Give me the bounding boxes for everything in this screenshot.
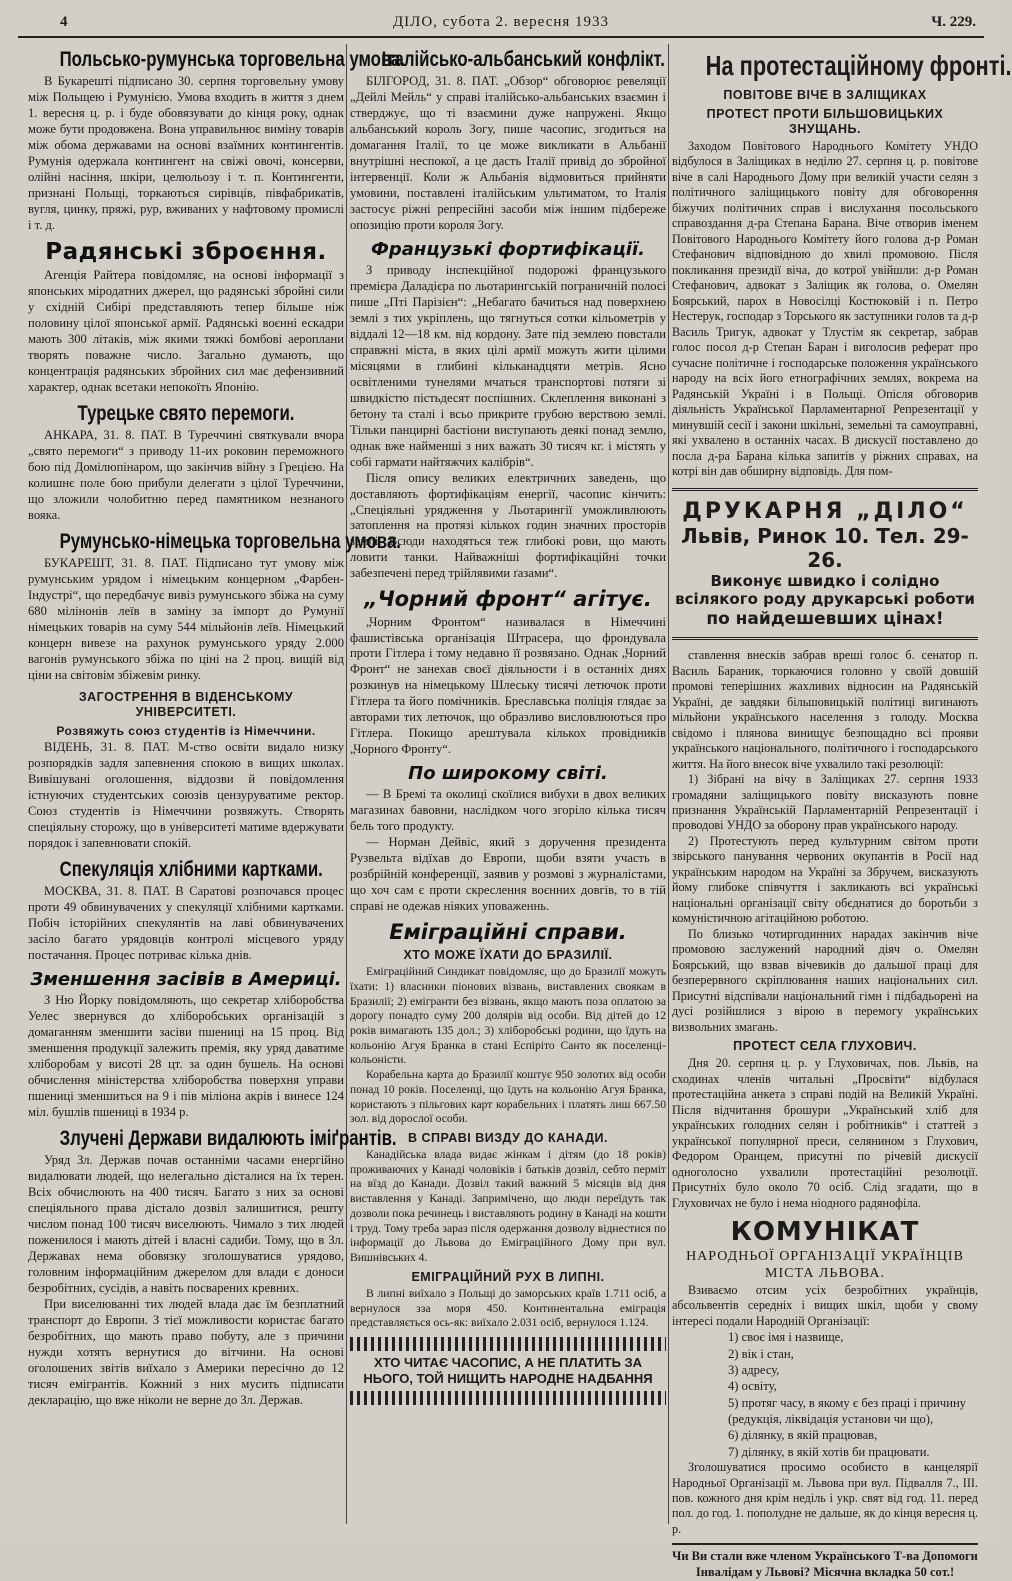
article xyxy=(350,764,666,915)
article xyxy=(350,921,666,1331)
article-title: Спекуляція хлібними картками. xyxy=(59,858,323,882)
article-subtitle: В СПРАВІ ВИЗДУ ДО КАНАДИ. xyxy=(407,1131,609,1146)
ornament-border xyxy=(350,1391,666,1405)
article-body: БУКАРЕШТ, 31. 8. ПАТ. Підписано тут умову між румунським урядом і німецьким концерном „Фарбен-Індустрі“, що передбачує вивіз румунського збіжа на суму 680 мілінонів леїв в заміну за імпорт до Румунії німецьких товарів на суму 544 мільйонів леїв. Німецький концерн вивезе на рахунок румунського уряду 2.000 вагонів румунського збіжа по ціні на 2 проц. вищій від ціни на світовім збіжевім ринку. xyxy=(28,556,344,683)
subscription-notice: ХТО ЧИТАЄ ЧАСОПИС, А НЕ ПЛАТИТЬ ЗА НЬОГО, ТОЙ НИЩИТЬ НАРОДНЕ НАДБАННЯ xyxy=(363,1354,653,1387)
list-item: 1) своє імя і назвище, xyxy=(728,1330,844,1345)
article-body: ВІДЕНЬ, 31. 8. ПАТ. М-ство освіти видало низку розпорядків задля запевнення спокою в вищих школах. Вивішувані оголошення, віддозви й повідомлення істнуючих студентських союзів цензуруватиме ректор. Союз студентів із Німеччини розвяжуть. Створять спеціяльну сторожу, що в університеті матиме вдержувати порядок і запевнювати спокій. xyxy=(28,740,344,851)
article-body: Взиваємо отсим усіх безробітних українців, абсольвентів середніх і вищих шкіл, щоби у свому інтересі подали Народній Організації: xyxy=(672,1282,978,1328)
article-title: По широкому світі. xyxy=(408,763,608,785)
article-title: Зменшення засівів в Америці. xyxy=(30,969,342,991)
article-body: АНКАРА, 31. 8. ПАТ. В Туреччині святкували вчора „свято перемоги“ з приводу 11-их роковин переможного бою під Домілюпінаром, що закінчив війну з Грецією. На колишнє поле бою прибули делегати з цілої Туреччини, що зложили чолобитню перед памятником незнаного вояка. xyxy=(28,428,344,523)
article xyxy=(28,530,401,684)
column-1 xyxy=(28,44,406,1415)
article-title: Італійсько-альбанський конфлікт. xyxy=(381,48,665,71)
article-body: ставлення внесків забрав вреші голос б. сенатор п. Василь Бараник, торкаючися головно у своїй довшій промові теперішних жахливих відносин на Радянській Україні, де завдяки більшовицькій політиці вигинають мільйони українського населення з голоду. Москва свідомо і плянова винищує безпощадно всі прояви українського національного, політичного і господарського життя. На його внесок віче ухвалило такі резолюції: xyxy=(672,648,978,771)
article xyxy=(28,240,344,396)
article-body: При виселюванні тих людей влада дає їм безплатний транспорт до Европи. З тієї можливости користає багато безробітних, що мають право побуту, але з причини нужди хотять вернутися до вітчини. На основі оголошених звітів виїхало з Америки пересічно до 12 тисяч емігрантів. Кожний з них мусить підписати декларацію, що вже ніколи не верне до Зл. Держав. xyxy=(28,1297,344,1407)
list-item: 7) ділянку, в якій хотів би працювати. xyxy=(728,1444,930,1459)
communique-title: КОМУНІКАТ xyxy=(730,1217,920,1248)
article xyxy=(28,1127,397,1409)
article-body: Уряд Зл. Держав почав останніми часами енергійно видалювати людей, що нелегально дісталися на їх терен. Всіх обчислюють на 400 тисяч. Багато з них за основі спеціяльного права дістало дозвіл залишитися, решту числом понад 100 тисяч виселюють. Чимало з тих людей поженилося і мають дітей і власні садиби. Тому, що в Зл. Державах нема обовязку зголошуватися урядово, головним інформаційним джерелом для влади є доноси безробітних, сусідів, а навіть посварених кревних. xyxy=(28,1153,344,1296)
article-body: Корабельна карта до Бразилії коштує 950 золотих від особи понад 10 років. Поселенці, що їдуть на кольонію Агуя Бранка, користають з пільгових карт корабельних і платять лиш 667.50 зол. від дорослої особи. xyxy=(350,1068,666,1126)
article xyxy=(28,690,344,852)
list-item: 5) протяг часу, в якому є без праці і причину (редукція, ліквідація установи чи що), xyxy=(728,1395,966,1426)
article-body: БІЛГОРОД, 31. 8. ПАТ. „Обзор“ обговорює ревеляції „Дейлі Мейль“ у справі італійсько-альбанських взаємин і стверджує, що ті взаємини дуже напружені. Якщо альбанський король Зогу, пише часопис, згодиться на домагання Італії, то це може викликати в Альбанії внутрішні неспокої, а це дасть Італії привід до збройної інтервенції. Коли ж Альбанія відмовиться прийняти умовини, поставлені італійським ультиматом, то Італія застосує ріжні репресійні засоби між іншим підбереже опозицію проти короля Зогу. xyxy=(350,74,666,232)
ad-title: ДРУКАРНЯ „ДІЛО“ xyxy=(682,498,968,524)
article xyxy=(28,858,344,964)
communique-list xyxy=(672,1329,978,1460)
article-subtitle: ПРОТЕСТ СЕЛА ГЛУХОВИЧ. xyxy=(733,1039,917,1054)
article-body: 1) Зібрані на вічу в Заліщиках 27. серпня 1933 громадяни заліщицького повіту висказують повне признання Українській Парламентарній Репрезентації і проводові УНДО за оборону прав українського народу. xyxy=(672,772,978,833)
article xyxy=(28,970,344,1121)
article-body: 2) Протестують перед культурним світом проти звірського панування червоних окупантів в Росії над українським народом на Україні за Збручем, висказують йому глибоке співчуття і закликають всі українські національні організації світу обєднатися до боротьби з комуністичною агітаційною роботою. xyxy=(672,833,978,926)
ad-text: Виконує швидко і солідно всілякого роду друкарські роботи xyxy=(675,571,975,609)
article-subtitle: ХТО МОЖЕ ЇХАТИ ДО БРАЗИЛІЇ. xyxy=(403,948,613,963)
article-subtitle: Розвяжуть союз студентів із Німеччини. xyxy=(56,724,316,739)
article-body: Зголошуватися просимо особисто в канцелярії Народньої Організації м. Львова при вул. Підвалля 7., III. пов. кожного дня крім неділь і укр. свят від год. 11. перед пол. до год. 1. пополудне не дальше, як до кінця вересня ц. р. xyxy=(672,1460,978,1536)
article-body: Після опису великих електричних заведень, що доставляють фортифікаціям енергії, часопис кінчить: „Спеціяльні урядження у Льотарингії уможливлюють затоплення на протязі кількох годин значних просторів землі. Всюди находяться теж глибокі рови, що мають ловити танки. Найважніші фортифікаційні точки забезпечені перед трійлявими ґазами“. xyxy=(350,470,666,581)
article-title: Еміграційні справи. xyxy=(389,920,627,945)
article-body: — Норман Дейвіс, який з доручення президента Рузвельта відїхав до Европи, щоби взяти участь в розбрійній конференції, заявив у розмові з журналістами, що хоч сам є проти скреслення воєнних довгів, то в тій справі не одежав ніяких уповаженнь. xyxy=(350,835,666,914)
masthead xyxy=(18,12,984,38)
article-title: Французькі фортифікації. xyxy=(371,238,645,260)
column-3 xyxy=(672,44,1012,1581)
column-rule xyxy=(346,44,347,1524)
article-body: В Букарешті підписано 30. серпня торговельну умову між Польщею і Румунією. Умова входить в життя з днем 1. вересня ц. р. і буде обовязувати до кінця року, однак може бути продовжена. Вона управильнює виміну товарів між обома державами на основі взаїмних контингентів. Румунія одержала контингент на свіжі овочі, консерви, олійні насіння, шкіри, целюльозу і т. п. Контингенти, признані Польщі, торкаються сирівців, півфабрикатів, вугля, цинку, пряжі, рур, вживаних у нафтовому промислі і т. д. xyxy=(28,74,344,232)
membership-notice: Чи Ви стали вже членом Українського Т-ва Допомоги Інвалідам у Львові? Місячна вкладка 50 сот.! xyxy=(672,1543,978,1580)
issue-number: Ч. 229. xyxy=(931,14,976,30)
article-title: ЗАГОСТРЕННЯ В ВІДЕНСЬКОМУ УНІВЕРСИТЕТІ. xyxy=(78,690,294,720)
list-item: 4) освіту, xyxy=(728,1379,777,1394)
article-body: Канадійська влада видає жінкам і дітям (до 18 років) проживаючих у Канаді чоловіків і батьків дозвіл, себто перміт на вїзд до Канади. Дозвіл такий важний 5 місяців від дня виставлення у Канаді. Запримічено, що люди переїдуть так дозволи пока речинець і виставляють родину в Канаді на кошти і труд. Тому треба зараз після одержання дозволу віднестися по інформації до Львова до Еміграційного Дому при вул. Вишнівських 4. xyxy=(350,1148,666,1265)
article-body: З приводу інспекційної подорожі французького премієра Даладієра по льотарингській пограничній полосі пише „Пті Парізієн“: „Небагато бачиться над поверхнею землі з тих укріплень, що тягнуться сотки кільометрів у віддалі 12—18 км. від кордону. Зате під землею повстали справжні міста, в яких цілі армії можуть жити цілими місяцями в глибині кільканадцяти метрів. Ясно освітленими тунелями мчаться транспортові потяги зі швидкістю пістьдесят поспішних. Склеплення виконані з бетону та сталі і всьо прикрите грубою верствою землі. Тільки панцирні бастіони виступають деякі понад землю, однак вже найменші з них важать 30 тисяч кг. і містять у собі гармати найтяжчих калібрів“. xyxy=(350,262,666,469)
article xyxy=(350,240,666,582)
article-body: МОСКВА, 31. 8. ПАТ. В Саратові розпочався процес проти 49 обвинувачених у спекуляції хлібними картками. Побіч історійних спекулянтів на лаві обвинувачених засіло багато урядовців контролі місцевого уряду постачання. Процес потриває кілька днів. xyxy=(28,884,344,963)
article-body: По близько чотиргодинних нарадах закінчив віче промовою заслужений народний діяч о. Омелян Боярський, що взвав вічевиків до дальшої праці для безперервного скріплювання наших національних сил. Присутні відспівали національний гімн і підбадьорені на дусі розійшлися з вірою в перемогу українських визвольних змагань. xyxy=(672,926,978,1034)
article-title: Злучені Держави видалюють іміґрантів. xyxy=(59,1127,397,1151)
article-body: — В Бремі та околиці скоїлися вибухи в двох великих магазинах бавовни, наслідком чого згоріло кілька тисяч бель того продукту. xyxy=(350,787,666,834)
section-banner: На протестаційному фронті. xyxy=(705,50,1012,81)
column-rule xyxy=(668,44,669,1524)
paper-title: ДІЛО, субота 2. вересня 1933 xyxy=(392,14,610,30)
article-body: В липні виїхало з Польщі до заморських країв 1.711 осіб, а вернулося зза моря 450. Континентальна еміграція представляється ось-як: виїхало 2.031 осіб, вернулося 1.124. xyxy=(350,1286,666,1330)
article xyxy=(28,402,344,524)
article-subtitle: ЕМІГРАЦІЙНИЙ РУХ В ЛИПНІ. xyxy=(411,1269,605,1284)
article-title: Польсько-румунська торговельна умова. xyxy=(59,48,406,71)
article-title: Радянські зброєння. xyxy=(45,238,327,265)
list-item: 6) ділянку, в якій працював, xyxy=(728,1428,878,1443)
article-body: Дня 20. серпня ц. р. у Глуховичах, пов. Львів, на сходинах членів читальні „Просвіти“ відбулася протестаційна анкета з справі подій на Великій Україні. Після відчитання брошури „Український хліб для українських голодних селян і робітників“ і статтей з української популярної преси, селянином з Глухович, Федором Оранцем, присутні по річевій дискусії одноголосно ухвалили протестаційні резолюції. Присутніх було около 70 осіб. Слід згадати, що в Глуховичах не було і нема ніодного радянофіла. xyxy=(672,1056,978,1210)
article-subtitle: ПРОТЕСТ ПРОТИ БІЛЬШОВИЦЬКИХ ЗНУЩАНЬ. xyxy=(706,107,944,136)
list-item: 3) адресу, xyxy=(728,1362,780,1377)
article-body: „Чорним Фронтом“ називалася в Німеччині фашистівська організація Штрасера, що фрондувала проти Гітлера і тому недавно її розвязано. Однак „Чорний Фронт“ не занехав своєї діяльности і в останніх днях розкинув на німецькому Шлеську тисячі летючок проти Гітлера та його помічників. Бреславська поліція глядає за авторами тих летючок, що образливо висловлюються про Гітлера. Покищо арештувала кількох провідників „Чорного Фронту“. xyxy=(350,614,666,757)
article xyxy=(350,48,666,234)
ad-address: Львів, Ринок 10. Тел. 29-26. xyxy=(681,523,969,572)
article xyxy=(28,48,406,234)
article-title: Турецьке свято перемоги. xyxy=(77,402,295,426)
article-body: Агенція Райтера повідомляє, на основі інформації з японських міродатних джерел, що радянські збройні сили у східній Сибірі представляють тепер більше ніж половину цілої японської армії. Радянські воєнні ескадри мають 300 літаків, між якими тяжкі бомбові аероплани творять поважне число. Загально думають, що концентрація радянських збройних сил має дефензивний характер, однак всетаки непокоїть Японію. xyxy=(28,268,344,395)
column-2 xyxy=(350,44,666,1409)
article-subtitle: ПОВІТОВЕ ВІЧЕ В ЗАЛІЩИКАХ xyxy=(723,88,927,102)
article-title: Румунсько-німецька торговельна умова. xyxy=(59,530,401,554)
printing-house-ad xyxy=(672,488,978,641)
article-title: „Чорний фронт“ агітує. xyxy=(364,587,652,612)
article-body: Еміграційний Синдикат повідомляє, що до Бразилії можуть їхати: 1) власники піонових візвань, виставлених своякам в Бразилії; 2) емігранти без візвань, якщо мають поза оплатою за дорогу понадто суму 200 долярів від особи. Від дітей до 12 років вимагають 135 дол.; 3) хліборобські родини, що їдуть на кольонію Агуя Бранка в стані Еспіріто Санто як поселенці-кольоністи. xyxy=(350,965,666,1067)
article-body: З Ню Йорку повідомляють, що секретар хліборобства Уелес звернувся до хліборобських організацій з домаганням зменшити засіви пшениці на 15 проц. Від зменшення продукції залежить премія, яку уряд даватиме хліборобам у висоті 28 цт. за один бушель. На основі обчислення міністерства хліборобства поверхня управи пшениці зменшиться на 9 і пів міліона акрів і винесе 124 міл. бушлів пшениці в 1934 р. xyxy=(28,993,344,1120)
ornament-border xyxy=(350,1337,666,1351)
page-number: 4 xyxy=(60,14,68,30)
article xyxy=(350,588,666,758)
article-body: Заходом Повітового Народнього Комітету УНДО відбулося в Заліщиках в неділю 27. серпня ц. р. повітове віче в салі Народнього Дому при великій участи селян з політичного заліщицького повіту для обговорення біжучих політичних справ і вислухання посольського справоздання д-ра Степана Барана. Віче отворив іменем Повітового Народнього Комітету його голова д-р Роман Стефанович відповідною до хвилі промовою. Після покликання президії віча, до котрої увійшли: д-р Роман Стефанович, адвокат з Заліщик як голова, о. Омелян Боярський, парох в Новосілці Костюковій і п. Петро Нестерук, господар з Торського як заступники голов та д-р Василь Тригук, адвокат у Тлустім як секретар, забрав голос посол д-р Степан Баран і виголосив реферат про сучасне політичне і господарське положення українського народу на всіх його етнографічних землях, вокрема на Радянській Україні і в Польщі. Опісля обговорив діяльність Української Парламентарної Репрезентації у минувшій сесії і закони шкільні, земельні та самоуправні, які ухвалено в останніх часах. В дискусії поставлено до посла д-ра Барана кілька запитів у ріжних справах, на котрі він дав обширну відповідь. Для пом- xyxy=(672,139,978,479)
communique-subtitle: НАРОДНЬОЇ ОРГАНІЗАЦІЇ УКРАЇНЦІВ МІСТА ЛЬВОВА. xyxy=(686,1249,964,1281)
list-item: 2) вік і стан, xyxy=(728,1346,794,1361)
ad-text: по найдешевших цінах! xyxy=(706,609,944,630)
